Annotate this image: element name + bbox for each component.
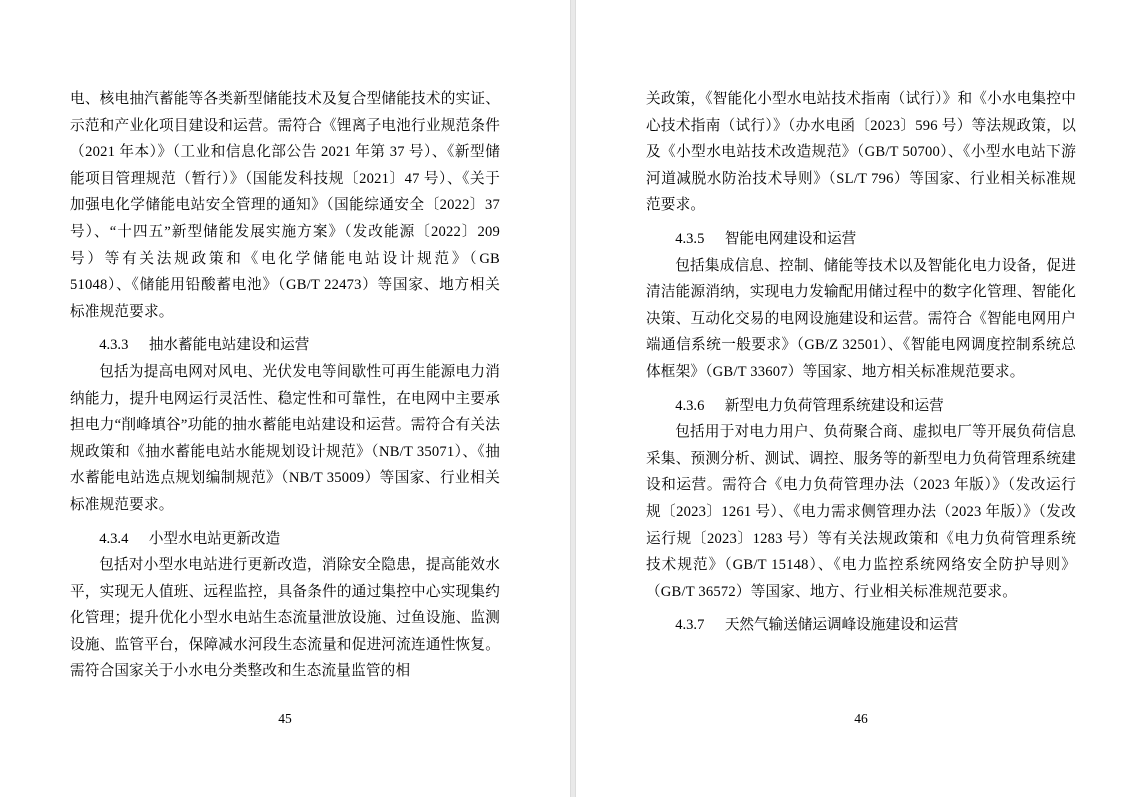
page-number: 46 [854, 711, 868, 726]
paragraph: 包括对小型水电站进行更新改造，消除安全隐患，提高能效水平，实现无人值班、远程监控，具备条件的通过集控中心实现集约化管理；提升优化小型水电站生态流量泄放设施、过鱼设施、监测设施、监管平台，保障减水河段生态流量和促进河流连通性恢复。需符合国家关于小水电分类整改和生态流量监管的相 [70, 557, 500, 680]
section-heading [70, 332, 500, 359]
section-heading [70, 526, 500, 553]
spacer [646, 605, 1076, 612]
section-number: 4.3.7 [675, 617, 705, 634]
section-number: 4.3.5 [675, 230, 705, 247]
spacer [646, 219, 1076, 226]
section-title: 智能电网建设和运营 [724, 230, 857, 247]
section-number: 4.3.6 [675, 397, 705, 414]
section-title: 新型电力负荷管理系统建设和运营 [724, 397, 944, 414]
paragraph: 包括用于对电力用户、负荷聚合商、虚拟电厂等开展负荷信息采集、预测分析、测试、调控、服务等的新型电力负荷管理系统建设和运营。需符合《电力负荷管理办法（2023 年版）》（发改运行规〔2023〕1261 号）、《电力需求侧管理办法（2023 年版）》（发改运行规〔2023〕1283 号）等有关法规政策和《电力负荷管理系统技术规范》（GB/T 15148）、《电力监控系统网络安全防护导则》（GB/T 36572）等国家、地方、行业相关标准规范要求。 [646, 424, 1076, 600]
section-heading [646, 612, 1076, 639]
section-title: 天然气输送储运调峰设施建设和运营 [724, 617, 959, 634]
document-page-left [0, 0, 570, 797]
section-heading [646, 226, 1076, 253]
section-number: 4.3.4 [99, 530, 129, 547]
document-page-right [576, 0, 1146, 797]
spacer [70, 325, 500, 332]
paragraph: 包括为提高电网对风电、光伏发电等间歇性可再生能源电力消纳能力，提升电网运行灵活性、稳定性和可靠性，在电网中主要承担电力“削峰填谷”功能的抽水蓄能电站建设和运营。需符合有关法规政策和《抽水蓄能电站水能规划设计规范》（NB/T 35071）、《抽水蓄能电站选点规划编制规范》（NB/T 35009）等国家、行业相关标准规范要求。 [70, 363, 500, 513]
spacer [70, 519, 500, 526]
page-content-left [70, 86, 500, 685]
section-number: 4.3.3 [99, 337, 129, 354]
section-heading [646, 393, 1076, 420]
section-title: 抽水蓄能电站建设和运营 [148, 337, 310, 354]
paragraph: 电、核电抽汽蓄能等各类新型储能技术及复合型储能技术的实证、示范和产业化项目建设和运营。需符合《锂离子电池行业规范条件（2021 年本）》（工业和信息化部公告 2021 年第 37 号）、《新型储能项目管理规范（暂行）》（国能发科技规〔2021〕47 号）、《关于加强电化学储能电站安全管理的通知》（国能综通安全〔2022〕37 号）、“十四五”新型储能发展实施方案》（发改能源〔2022〕209 号）等有关法规政策和《电化学储能电站设计规范》（GB 51048）、《储能用铅酸蓄电池》（GB/T 22473）等国家、地方相关标准规范要求。 [70, 91, 500, 320]
section-title: 小型水电站更新改造 [148, 530, 281, 547]
page-number: 45 [278, 711, 292, 726]
spacer [646, 386, 1076, 393]
paragraph: 包括集成信息、控制、储能等技术以及智能化电力设备，促进清洁能源消纳，实现电力发输配用储过程中的数字化管理、智能化决策、互动化交易的电网设施建设和运营。需符合《智能电网用户端通信系统一般要求》（GB/Z 32501）、《智能电网调度控制系统总体框架》（GB/T 33607）等国家、地方相关标准规范要求。 [646, 257, 1076, 380]
paragraph: 关政策，《智能化小型水电站技术指南（试行）》和《小水电集控中心技术指南（试行）》（办水电函〔2023〕596 号）等法规政策，以及《小型水电站技术改造规范》（GB/T 50700）、《小型水电站下游河道减脱水防治技术导则》（SL/T 796）等国家、行业相关标准规范要求。 [646, 91, 1076, 214]
page-content-right [646, 86, 1076, 639]
